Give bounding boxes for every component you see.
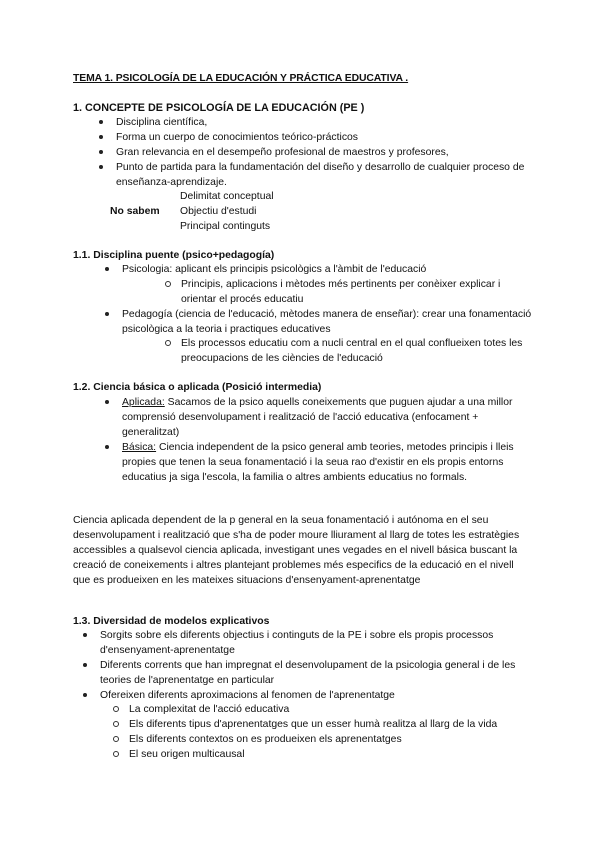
no-sabem-list <box>180 189 274 234</box>
list-item: Ofereixen diferents aproximacions al fenomen de l'aprenentatge <box>100 688 532 703</box>
sub-list-item: Els diferents tipus d'aprenentatges que un esser humà realitza al llarg de la vida <box>129 717 539 732</box>
section-1-1-list-b <box>122 307 532 337</box>
section-1-1-sublist-b <box>181 336 531 366</box>
no-sabem-item: Principal continguts <box>180 221 271 232</box>
aplicada-text: Sacamos de la psico aquells coneixements que puguen ajudar a una millor comprensió desenvolupament i realització de l'acció educativa (enfocament + generalitzat) <box>122 397 513 438</box>
section-1-1-list-a <box>122 262 532 277</box>
aplicada-label: Aplicada: <box>122 397 165 408</box>
sub-list-item: El seu origen multicausal <box>129 747 539 762</box>
document-title: TEMA 1. PSICOLOGÍA DE LA EDUCACIÓN Y PRÁCTICA EDUCATIVA . <box>73 73 409 84</box>
section-1-3-sublist <box>129 702 539 762</box>
sub-list-item: La complexitat de l'acció educativa <box>129 702 539 717</box>
sub-list-item: Principis, aplicacions i mètodes més pertinents per conèixer explicar i orientar el procés educatiu <box>181 277 531 307</box>
section-1-3-list <box>100 628 532 703</box>
list-item: Gran relevancia en el desempeño profesional de maestros y profesores, <box>116 145 526 160</box>
list-item: Pedagogía (ciencia de l'educació, mètodes manera de enseñar): crear una fonamentació psicològica a la teoria i practiques educatives <box>122 309 532 335</box>
list-item-aplicada <box>122 395 532 440</box>
sub-list-item: Els processos educatiu com a nucli central en el qual conflueixen totes les preocupacions de les ciències de l'educació <box>181 336 531 366</box>
list-item-basica <box>122 440 532 485</box>
section-1-1-sublist-a <box>181 277 531 307</box>
sub-list-item: Els diferents contextos on es produeixen els aprenentatges <box>129 732 539 747</box>
list-item: Diferents corrents que han impregnat el desenvolupament de la psicologia general i de les teories de l'aprenentatge en particular <box>100 658 532 688</box>
list-item: Forma un cuerpo de conocimientos teórico-prácticos <box>116 130 526 145</box>
section-1-3-heading: 1.3. Diversidad de modelos explicativos <box>73 616 270 627</box>
section-1-2-paragraph: Ciencia aplicada dependent de la p general en la seua fonamentació i autónoma en el seu desenvolupament i realització que s'ha de poder moure lliurament al llarg de totes les estratègies accessibles a qualsevol ciencia aplicada, investigant unes vegades en el nivell básica buscant la creació de coneixements i altres plantejant problemes més especifics de la educació en el nivell que es produeixen en les mateixes situacions d'ensenyament-aprenentatge <box>73 515 520 586</box>
section-1-list <box>116 115 526 190</box>
list-item: Punto de partida para la fundamentación del diseño y desarrollo de cualquier proceso de enseñanza-aprendizaje. <box>116 162 525 188</box>
section-1-2-heading: 1.2. Ciencia básica o aplicada (Posició intermedia) <box>73 382 322 393</box>
basica-text: Ciencia independent de la psico general amb teories, metodes principis i lleis propies que tenen la seua fonamentació i la seua rao d'existir en els propis entorns educatius ja siga l'escola, la familia o altres ambients educatius no formals. <box>122 442 514 483</box>
no-sabem-label: No sabem <box>110 206 160 217</box>
section-1-2-list <box>122 395 532 485</box>
list-item: Disciplina científica, <box>116 115 526 130</box>
no-sabem-item: Objectiu d'estudi <box>180 206 257 217</box>
list-item: Psicologia: aplicant els principis psicològics a l'àmbit de l'educació <box>122 262 532 277</box>
basica-label: Básica: <box>122 442 157 453</box>
section-1-heading: 1. CONCEPTE DE PSICOLOGÍA DE LA EDUCACIÓN (PE ) <box>73 102 365 114</box>
list-item: Sorgits sobre els diferents objectius i continguts de la PE i sobre els propis processos d'ensenyament-aprenentatge <box>100 628 532 658</box>
no-sabem-item: Delimitat conceptual <box>180 191 274 202</box>
section-1-1-heading: 1.1. Disciplina puente (psico+pedagogía) <box>73 250 275 261</box>
